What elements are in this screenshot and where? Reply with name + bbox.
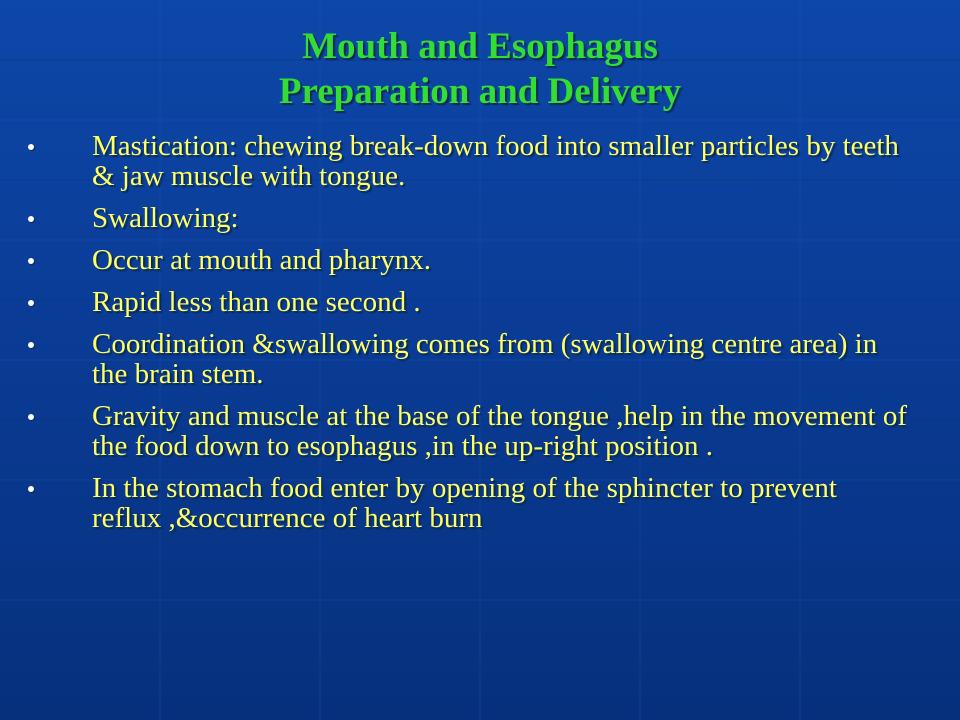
bullet-text: Swallowing: (92, 202, 239, 234)
bullet-item-swallowing (28, 203, 908, 233)
title-line-2: Preparation and Delivery (278, 71, 682, 112)
bullet-text: Rapid less than one second . (92, 286, 421, 318)
bullet-item-stomach (28, 473, 908, 533)
title-line-1: Mouth and Esophagus (302, 26, 658, 67)
bullet-dot-icon (28, 342, 34, 348)
bullet-dot-icon (28, 216, 34, 222)
bullet-dot-icon (28, 144, 34, 150)
bullet-item-occur (28, 245, 908, 275)
bullet-item-mastication (28, 131, 908, 191)
bullet-text: Occur at mouth and pharynx. (92, 244, 432, 276)
bullet-list (28, 131, 908, 545)
bullet-dot-icon (28, 486, 34, 492)
bullet-text: In the stomach food enter by opening of the sphincter to prevent reflux ,&occurrence of heart burn (92, 472, 837, 534)
bullet-dot-icon (28, 414, 34, 420)
bullet-text: Mastication: chewing break-down food into smaller particles by teeth & jaw muscle with tongue. (92, 130, 899, 192)
bullet-item-gravity (28, 401, 908, 461)
bullet-dot-icon (28, 258, 34, 264)
bullet-item-coordination (28, 329, 908, 389)
bullet-item-rapid (28, 287, 908, 317)
bullet-text: Coordination &swallowing comes from (swallowing centre area) in the brain stem. (92, 328, 878, 390)
bullet-dot-icon (28, 300, 34, 306)
bullet-text: Gravity and muscle at the base of the tongue ,help in the movement of the food down to esophagus ,in the up-right position . (92, 400, 907, 462)
slide-title (0, 24, 960, 114)
